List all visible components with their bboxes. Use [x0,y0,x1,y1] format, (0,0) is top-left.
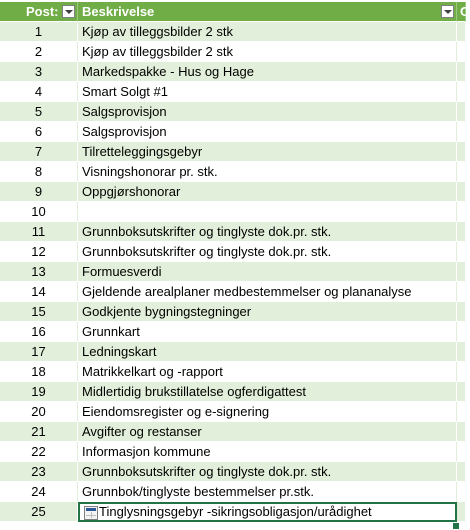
next-column-cell[interactable] [457,102,466,122]
table-row [0,322,466,342]
post-cell[interactable]: 21 [0,422,78,442]
header-post-label: Post: [26,4,59,19]
next-column-cell[interactable] [457,342,466,362]
next-column-cell[interactable] [457,382,466,402]
post-cell[interactable]: 2 [0,42,78,62]
table-row [0,382,466,402]
description-cell[interactable]: Grunnboksutskrifter og tinglyste dok.pr. stk. [78,242,457,262]
description-cell[interactable]: Markedspakke - Hus og Hage [78,62,457,82]
post-cell[interactable]: 20 [0,402,78,422]
post-cell[interactable]: 4 [0,82,78,102]
description-cell[interactable]: Smart Solgt #1 [78,82,457,102]
next-column-cell[interactable] [457,122,466,142]
table-row [0,182,466,202]
post-cell[interactable]: 24 [0,482,78,502]
table-row [0,242,466,262]
description-cell[interactable]: Grunnkart [78,322,457,342]
post-cell[interactable]: 3 [0,62,78,82]
post-cell[interactable]: 25 [0,502,78,522]
next-column-cell[interactable] [457,402,466,422]
table-row [0,342,466,362]
post-cell[interactable]: 22 [0,442,78,462]
description-cell[interactable]: Visningshonorar pr. stk. [78,162,457,182]
next-column-cell[interactable] [457,262,466,282]
fill-handle[interactable] [452,522,460,530]
filter-dropdown-icon[interactable] [62,5,75,18]
table-row [0,422,466,442]
post-cell[interactable]: 10 [0,202,78,222]
post-cell[interactable]: 14 [0,282,78,302]
table-row [0,362,466,382]
quick-analysis-icon[interactable] [84,506,98,520]
next-column-cell[interactable] [457,142,466,162]
post-cell[interactable]: 1 [0,22,78,42]
post-cell[interactable]: 13 [0,262,78,282]
table-row [0,42,466,62]
post-cell[interactable]: 8 [0,162,78,182]
post-cell[interactable]: 17 [0,342,78,362]
next-column-cell[interactable] [457,82,466,102]
post-cell[interactable]: 19 [0,382,78,402]
description-cell[interactable]: Oppgjørshonorar [78,182,457,202]
table-row [0,502,466,522]
next-column-cell[interactable] [457,182,466,202]
post-cell[interactable]: 12 [0,242,78,262]
table-row [0,162,466,182]
description-cell[interactable]: Tilretteleggingsgebyr [78,142,457,162]
next-column-cell[interactable] [457,282,466,302]
next-column-cell[interactable] [457,502,466,522]
post-cell[interactable]: 7 [0,142,78,162]
next-column-cell[interactable] [457,242,466,262]
post-cell[interactable]: 23 [0,462,78,482]
next-column-cell[interactable] [457,22,466,42]
post-cell[interactable]: 5 [0,102,78,122]
table-row [0,222,466,242]
next-column-cell[interactable] [457,222,466,242]
next-column-cell[interactable] [457,482,466,502]
description-cell[interactable]: Godkjente bygningstegninger [78,302,457,322]
description-cell[interactable]: Grunnboksutskrifter og tinglyste dok.pr. stk. [78,222,457,242]
table-row [0,402,466,422]
header-row [0,2,470,22]
description-cell[interactable]: Kjøp av tilleggsbilder 2 stk [78,22,457,42]
header-next-column[interactable] [457,2,470,22]
table-row [0,282,466,302]
header-beskrivelse[interactable] [78,2,457,22]
next-column-cell[interactable] [457,42,466,62]
description-cell[interactable] [78,202,457,222]
next-column-cell[interactable] [457,322,466,342]
table-row [0,102,466,122]
next-column-cell[interactable] [457,302,466,322]
description-cell[interactable]: Ledningskart [78,342,457,362]
table-row [0,482,466,502]
next-column-cell[interactable] [457,62,466,82]
description-cell[interactable]: Avgifter og restanser [78,422,457,442]
description-cell[interactable]: Gjeldende arealplaner medbestemmelser og plananalyse [78,282,457,302]
description-cell[interactable]: Salgsprovisjon [78,102,457,122]
description-cell[interactable]: Kjøp av tilleggsbilder 2 stk [78,42,457,62]
description-cell[interactable]: Eiendomsregister og e-signering [78,402,457,422]
description-cell[interactable]: Formuesverdi [78,262,457,282]
description-cell[interactable]: Grunnboksutskrifter og tinglyste dok.pr. stk. [78,462,457,482]
filter-dropdown-icon[interactable] [441,5,454,18]
next-column-cell[interactable] [457,162,466,182]
next-column-cell[interactable] [457,442,466,462]
header-beskrivelse-label: Beskrivelse [82,4,155,19]
table-row [0,142,466,162]
description-cell[interactable]: Salgsprovisjon [78,122,457,142]
post-cell[interactable]: 9 [0,182,78,202]
header-next-label: O [460,4,470,19]
post-cell[interactable]: 16 [0,322,78,342]
table-row [0,62,466,82]
description-cell[interactable]: Matrikkelkart og -rapport [78,362,457,382]
table-row [0,22,466,42]
description-cell[interactable]: Tinglysningsgebyr -sikringsobligasjon/urådighet [78,502,457,522]
table-row [0,442,466,462]
table-row [0,262,466,282]
post-cell[interactable]: 11 [0,222,78,242]
description-cell[interactable]: Grunnbok/tinglyste bestemmelser pr.stk. [78,482,457,502]
table-row [0,122,466,142]
next-column-cell[interactable] [457,202,466,222]
description-cell[interactable]: Informasjon kommune [78,442,457,462]
post-cell[interactable]: 15 [0,302,78,322]
table-row [0,82,466,102]
description-cell[interactable]: Midlertidig brukstillatelse ogferdigattest [78,382,457,402]
table-row [0,462,466,482]
table-row [0,302,466,322]
post-cell[interactable]: 18 [0,362,78,382]
next-column-cell[interactable] [457,462,466,482]
next-column-cell[interactable] [457,422,466,442]
next-column-cell[interactable] [457,362,466,382]
table-row [0,202,466,222]
post-cell[interactable]: 6 [0,122,78,142]
